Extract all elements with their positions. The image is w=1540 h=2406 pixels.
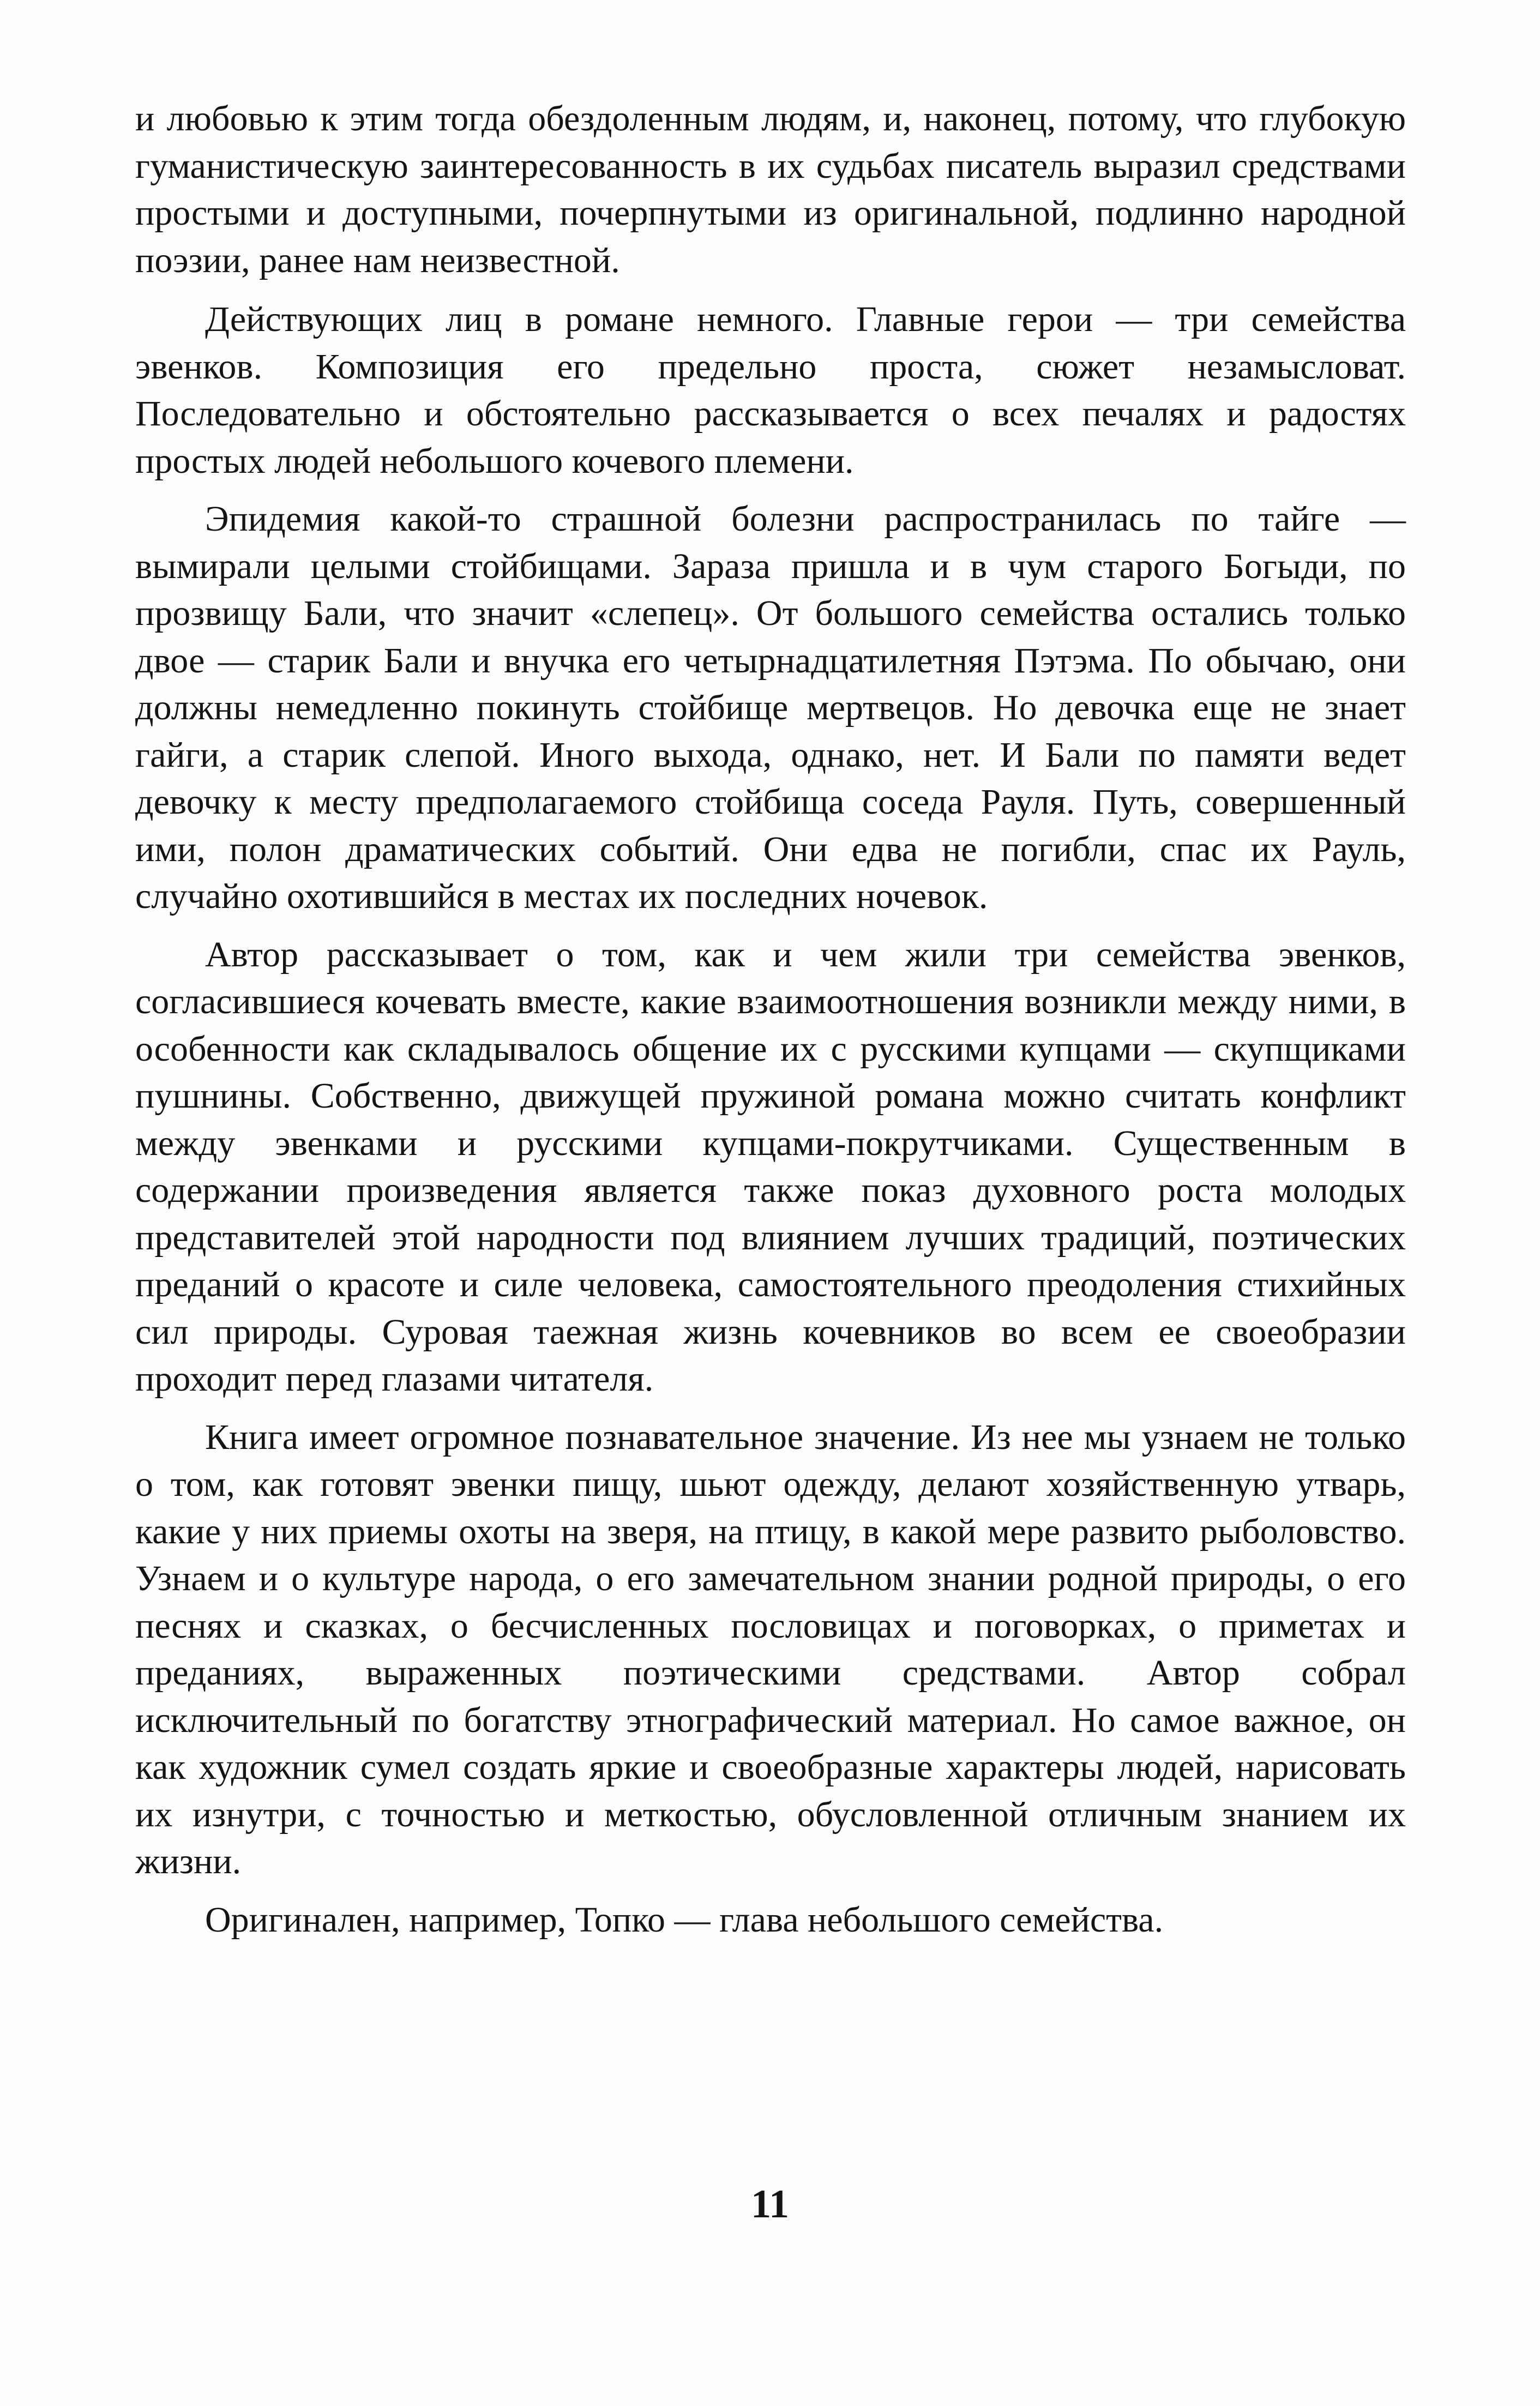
paragraph-characters: Действующих лиц в романе немного. Главные герои — три семейства эвенков. Композиция его предельно проста, сюжет незамысловат. Последовательно и обстоятельно рассказывается о всех печалях и радостях простых людей небольшого кочевого племени. [135, 299, 1406, 481]
body-text [135, 95, 1406, 1954]
paragraph-topko: Оригинален, например, Топко — глава небольшого семейства. [205, 1899, 1164, 1940]
page-number: 11 [751, 2182, 789, 2227]
paragraph-author-tells: Автор рассказывает о том, как и чем жили три семейства эвенков, согласившиеся кочевать вместе, какие взаимоотношения возникли между ними, в особенности как складывалось общение их с русскими купцами — скупщиками пушнины. Собственно, движущей пружиной романа можно считать конфликт между эвенками и русскими купцами-покрутчиками. Существенным в содержании произведения является также показ духовного роста молодых представителей этой народности под влиянием лучших традиций, поэтических преданий о красоте и силе человека, самостоятельного преодоления стихийных сил природы. Суровая таежная жизнь кочевников во всем ее своеобразии проходит перед глазами читателя. [135, 934, 1406, 1399]
paragraph-continuation: и любовью к этим тогда обездоленным людям, и, наконец, потому, что глубокую гуманистическую заинтересованность в их судьбах писатель выразил средствами простыми и доступными, почерпнутыми из оригинальной, подлинно народной поэзии, ранее нам неизвестной. [135, 99, 1406, 280]
paragraph-book-value: Книга имеет огромное познавательное значение. Из нее мы узнаем не только о том, как готовят эвенки пищу, шьют одежду, делают хозяйственную утварь, какие у них приемы охоты на зверя, на птицу, в какой мере развито рыболовство. Узнаем и о культуре народа, о его замечательном знании родной природы, о его песнях и сказках, о бесчисленных пословицах и поговорках, о приметах и преданиях, выраженных поэтическими средствами. Автор собрал исключительный по богатству этнографический материал. Но самое важное, он как художник сумел создать яркие и своеобразные характеры людей, нарисовать их изнутри, с точностью и меткостью, обусловленной отличным знанием их жизни. [135, 1417, 1406, 1881]
paragraph-epidemic: Эпидемия какой-то страшной болезни распространилась по тайге — вымирали целыми стойбищами. Зараза пришла и в чум старого Богыди, по прозвищу Бали, что значит «слепец». От большого семейства остались только двое — старик Бали и внучка его четырнадцатилетняя Пэтэма. По обычаю, они должны немедленно покинуть стойбище мертвецов. Но девочка еще не знает гайги, а старик слепой. Иного выхода, однако, нет. И Бали по памяти ведет девочку к месту предполагаемого стойбища соседа Рауля. Путь, совершенный ими, полон драматических событий. Они едва не погибли, спас их Рауль, случайно охотившийся в местах их последних ночевок. [135, 499, 1406, 916]
